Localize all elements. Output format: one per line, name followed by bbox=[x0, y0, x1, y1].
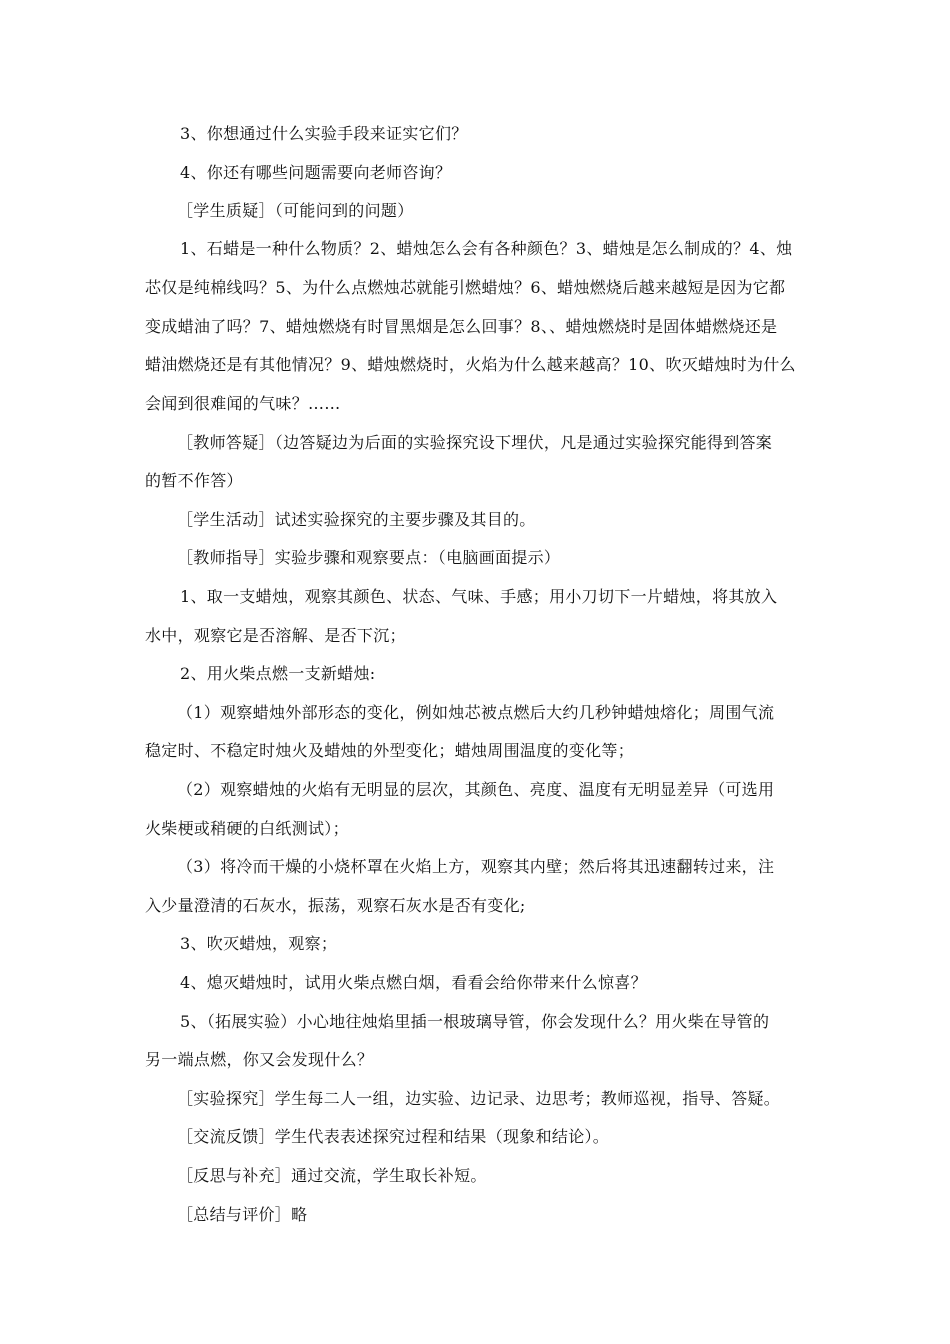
student-questions-text: 变成蜡油了吗？7、蜡烛燃烧有时冒黑烟是怎么回事？8、、蜡烛燃烧时是固体蜡燃烧还是 bbox=[145, 317, 778, 336]
student-activity-paragraph: ［学生活动］试述实验探究的主要步骤及其目的。 bbox=[177, 510, 536, 529]
step-2-2: （2）观察蜡烛的火焰有无明显的层次，其颜色、亮度、温度有无明显差异（可选用 bbox=[177, 780, 775, 799]
reflection-paragraph: ［反思与补充］通过交流，学生取长补短。 bbox=[177, 1166, 487, 1185]
teacher-guidance-heading: ［教师指导］实验步骤和观察要点：（电脑画面提示） bbox=[177, 548, 561, 567]
summary-paragraph: ［总结与评价］略 bbox=[177, 1205, 308, 1224]
teacher-answers-paragraph: ［教师答疑］（边答疑边为后面的实验探究设下埋伏，凡是通过实验探究能得到答案 bbox=[177, 433, 773, 452]
question-4: 4、你还有哪些问题需要向老师咨询？ bbox=[180, 163, 452, 182]
question-3: 3、你想通过什么实验手段来证实它们？ bbox=[180, 124, 468, 143]
step-1: 水中，观察它是否溶解、是否下沉； bbox=[145, 626, 406, 645]
teacher-answers-paragraph: 的暂不作答） bbox=[145, 471, 243, 490]
step-4: 4、熄灭蜡烛时，试用火柴点燃白烟，看看会给你带来什么惊喜？ bbox=[180, 973, 647, 992]
step-2-3: 入少量澄清的石灰水，振荡，观察石灰水是否有变化; bbox=[145, 896, 526, 915]
step-2-1: 稳定时、不稳定时烛火及蜡烛的外型变化；蜡烛周围温度的变化等； bbox=[145, 741, 635, 760]
student-questions-text: 会闻到很难闻的气味？…… bbox=[145, 394, 341, 413]
step-1: 1、取一支蜡烛，观察其颜色、状态、气味、手感；用小刀切下一片蜡烛，将其放入 bbox=[180, 587, 778, 606]
step-5: 5、（拓展实验）小心地往烛焰里插一根玻璃导管，你会发现什么？用火柴在导管的 bbox=[180, 1012, 770, 1031]
student-questions-text: 蜡油燃烧还是有其他情况？9、蜡烛燃烧时，火焰为什么越来越高？10、吹灭蜡烛时为什么 bbox=[145, 355, 796, 374]
step-5: 另一端点燃，你又会发现什么？ bbox=[145, 1050, 374, 1069]
step-2-3: （3）将冷而干燥的小烧杯罩在火焰上方，观察其内壁；然后将其迅速翻转过来，注 bbox=[177, 857, 775, 876]
feedback-paragraph: ［交流反馈］学生代表表述探究过程和结果（现象和结论）。 bbox=[177, 1127, 610, 1146]
step-2-2: 火柴梗或稍硬的白纸测试）； bbox=[145, 819, 349, 838]
student-questions-heading: ［学生质疑］（可能问到的问题） bbox=[177, 201, 414, 220]
step-2: 2、用火柴点燃一支新蜡烛: bbox=[180, 664, 376, 683]
student-questions-text: 芯仅是纯棉线吗？5、为什么点燃烛芯就能引燃蜡烛？6、蜡烛燃烧后越来越短是因为它都 bbox=[145, 278, 786, 297]
step-2-1: （1）观察蜡烛外部形态的变化，例如烛芯被点燃后大约几秒钟蜡烛熔化；周围气流 bbox=[177, 703, 775, 722]
step-3: 3、吹灭蜡烛，观察； bbox=[180, 934, 338, 953]
experiment-inquiry-paragraph: ［实验探究］学生每二人一组，边实验、边记录、边思考；教师巡视，指导、答疑。 bbox=[177, 1089, 781, 1108]
student-questions-text: 1、石蜡是一种什么物质？2、蜡烛怎么会有各种颜色？3、蜡烛是怎么制成的？4、烛 bbox=[180, 239, 793, 258]
